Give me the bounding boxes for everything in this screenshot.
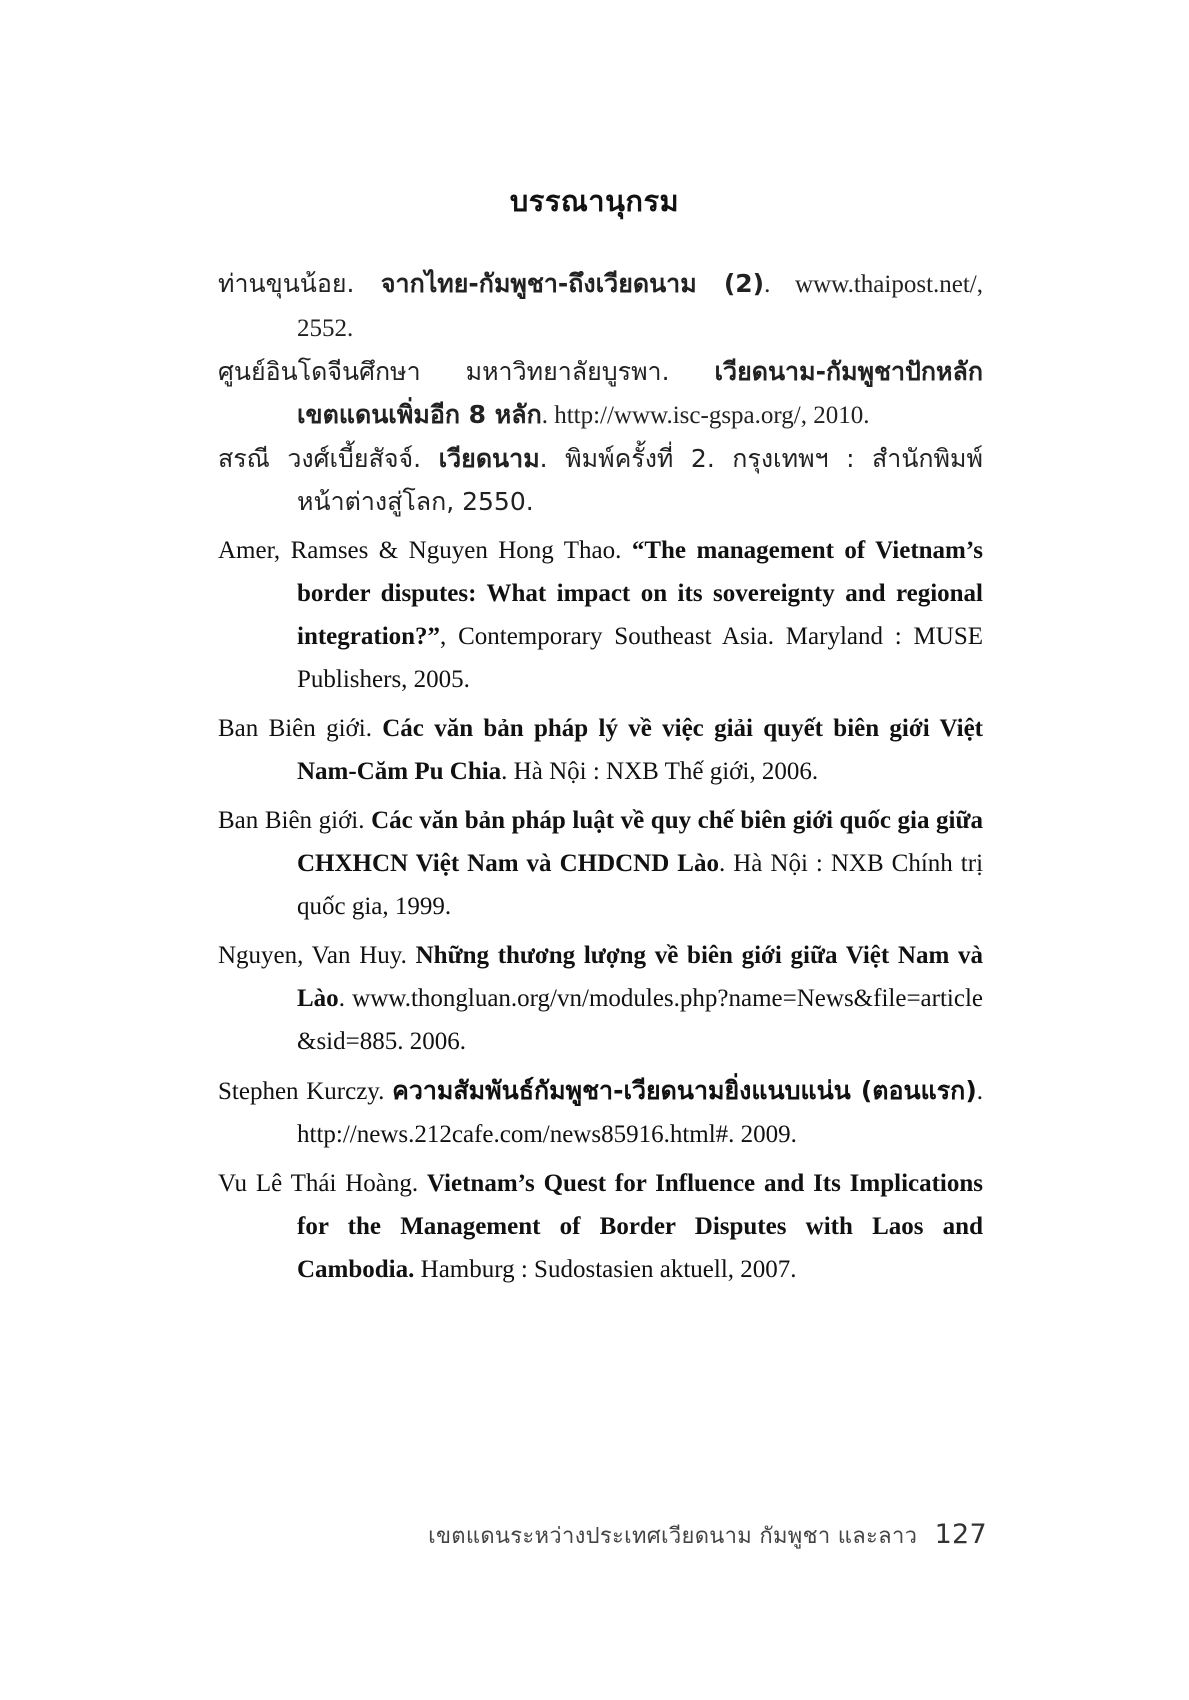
entry-author: Stephen Kurczy.	[218, 1078, 385, 1105]
entry-title: จากไทย-กัมพูชา-ถึงเวียดนาม (2)	[380, 269, 765, 298]
entry-details: . Hà Nội : NXB Chính trị quốc gia, 1999.	[297, 850, 984, 920]
entry-title: เวียดนาม-กัมพูชาปักหลักเขตแดนเพิ่มอีก 8 หลัก	[297, 357, 983, 429]
page-number: 127	[934, 1519, 987, 1550]
entry-details: . พิมพ์ครั้งที่ 2. กรุงเทพฯ : สำนักพิมพ์หน้าต่างสู่โลก, 2550.	[297, 444, 983, 516]
entry-details: Hamburg : Sudostasien aktuell, 2007.	[414, 1256, 797, 1283]
entry-details: . www.thongluan.org/vn/modules.php?name=News&file=article&sid=885. 2006.	[297, 985, 983, 1055]
entry-author: Amer, Ramses & Nguyen Hong Thao.	[218, 537, 622, 564]
entry-author: Ban Biên giới.	[218, 807, 365, 834]
entry-details: . http://news.212cafe.com/news85916.html#. 2009.	[297, 1078, 983, 1148]
page-title: บรรณานุกรม	[509, 184, 680, 218]
entry-title: Các văn bản pháp luật về quy chế biên giới quốc gia giữa CHXHCN Việt Nam và CHDCND Lào	[297, 807, 983, 877]
entry-title: “The management of Vietnam’s border disputes: What impact on its sovereignty and regional integration?”	[297, 537, 984, 650]
entry-author: Ban Biên giới.	[218, 715, 372, 742]
entry-details: . www.thaipost.net/, 2552.	[297, 271, 983, 342]
running-title: เขตแดนระหว่างประเทศเวียดนาม กัมพูชา และลาว	[428, 1524, 918, 1549]
entry-title: Vietnam’s Quest for Influence and Its Implications for the Management of Border Disputes with Laos and Cambodia.	[297, 1170, 984, 1283]
entry-author: สรณี วงศ์เบี้ยสัจจ์.	[218, 444, 422, 473]
bibliography-list	[218, 262, 983, 1291]
entry-author: ศูนย์อินโดจีนศึกษา มหาวิทยาลัยบูรพา.	[218, 357, 670, 386]
entry-title: Các văn bản pháp lý về việc giải quyết biên giới Việt Nam-Căm Pu Chia	[297, 715, 984, 785]
bibliography-entry	[218, 1162, 983, 1291]
bibliography-entry	[218, 262, 983, 350]
bibliography-entry	[218, 350, 983, 437]
page-footer	[428, 1518, 987, 1553]
entry-author: ท่านขุนน้อย.	[218, 269, 355, 298]
bibliography-entry	[218, 799, 983, 928]
entry-title: Những thương lượng về biên giới giữa Việt Nam và Lào	[297, 942, 984, 1012]
bibliography-entry	[218, 707, 983, 793]
entry-details: , Contemporary Southeast Asia. Maryland : MUSE Publishers, 2005.	[297, 623, 983, 693]
bibliography-entry	[218, 529, 983, 701]
bibliography-entry	[218, 934, 983, 1063]
entry-details: . http://www.isc-gspa.org/, 2010.	[541, 402, 870, 429]
entry-author: Vu Lê Thái Hoàng.	[218, 1170, 419, 1197]
bibliography-entry	[218, 437, 983, 523]
entry-title: ความสัมพันธ์กัมพูชา-เวียดนามยิ่งแนบแน่น (ตอนแรก)	[392, 1076, 977, 1105]
bibliography-entry	[218, 1069, 983, 1156]
entry-title: เวียดนาม	[438, 444, 540, 473]
entry-author: Nguyen, Van Huy.	[218, 942, 407, 969]
entry-details: . Hà Nội : NXB Thế giới, 2006.	[501, 758, 819, 785]
